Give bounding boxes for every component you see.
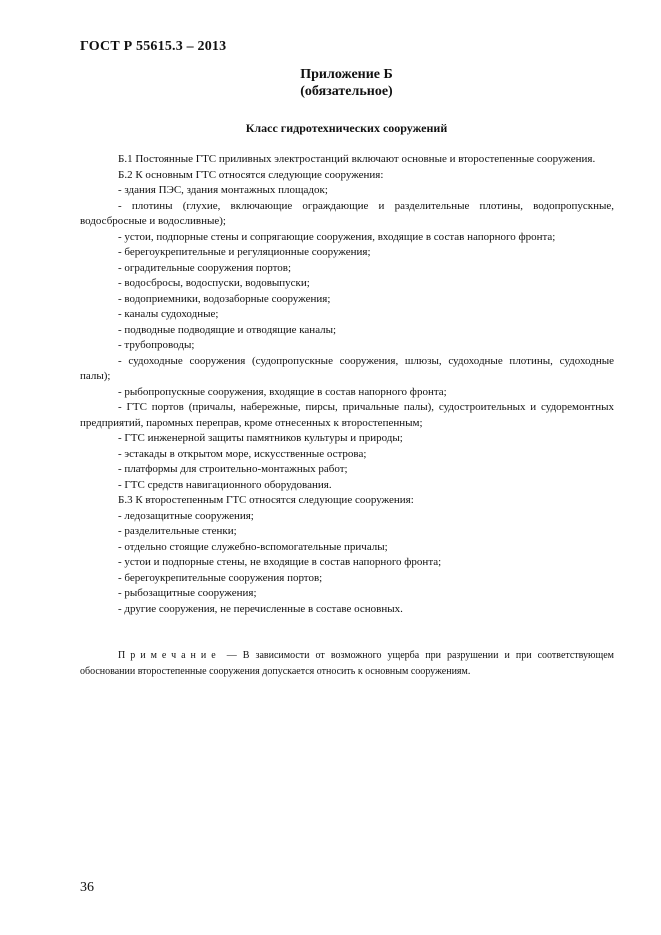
appendix-heading: [0, 66, 661, 100]
paragraph: Б.1 Постоянные ГТС приливных электростанций включают основные и второстепенные сооружения.: [118, 153, 596, 165]
document-code-header: ГОСТ Р 55615.3 – 2013: [80, 39, 227, 54]
list-item: - рыбозащитные сооружения;: [118, 587, 257, 599]
list-item: - оградительные сооружения портов;: [118, 261, 292, 274]
list-item: - водосбросы, водоспуски, водовыпуски;: [118, 277, 310, 289]
list-item: - плотины (глухие, включающие ограждающие и разделительные плотины, водопропускные, водосбросные и водосливные);: [80, 199, 614, 227]
list-item: - рыбопропускные сооружения, входящие в состав напорного фронта;: [118, 385, 447, 398]
list-item: - устои и подпорные стены, не входящие в состав напорного фронта;: [118, 556, 442, 568]
paragraph: Б.2 К основным ГТС относятся следующие сооружения:: [118, 168, 384, 181]
list-item: - ГТС средств навигационного оборудования.: [118, 478, 332, 491]
page-number: 36: [80, 880, 94, 895]
list-item: - судоходные сооружения (судопропускные сооружения, шлюзы, судоходные плотины, судоходные палы);: [80, 354, 614, 382]
list-item: - подводные подводящие и отводящие каналы;: [118, 323, 337, 336]
list-item: - ГТС инженерной защиты памятников культуры и природы;: [118, 432, 403, 444]
body-text: [80, 152, 614, 617]
list-item: - здания ПЭС, здания монтажных площадок;: [118, 184, 328, 196]
list-item: - берегоукрепительные сооружения портов;: [118, 571, 323, 584]
section-title: Класс гидротехнических сооружений: [245, 121, 448, 135]
list-item: - отдельно стоящие служебно-вспомогательные причалы;: [118, 540, 388, 553]
appendix-title: Приложение Б: [300, 67, 393, 82]
paragraph: Б.3 К второстепенным ГТС относятся следующие сооружения:: [118, 494, 414, 506]
list-item: - ГТС портов (причалы, набережные, пирсы, причальные палы), судостроительных и судоремонтных предприятий, паромных переправ, кроме отнесенных к второстепенным;: [80, 401, 614, 429]
list-item: - трубопроводы;: [118, 339, 195, 351]
appendix-status: (обязательное): [300, 84, 393, 99]
list-item: - ледозащитные сооружения;: [118, 509, 254, 522]
note-label: Примечание: [118, 650, 221, 661]
list-item: - платформы для строительно-монтажных работ;: [118, 463, 348, 475]
list-item: - разделительные стенки;: [118, 525, 237, 537]
list-item: - берегоукрепительные и регуляционные сооружения;: [118, 246, 371, 258]
note: [80, 648, 614, 680]
note-text: — В зависимости от возможного ущерба при разрушении и при соответствующем обосновании второстепенные сооружения допускается относить к основным сооружениям.: [80, 650, 614, 677]
list-item: - устои, подпорные стены и сопрягающие сооружения, входящие в состав напорного фронта;: [118, 230, 556, 243]
list-item: - другие сооружения, не перечисленные в составе основных.: [118, 602, 403, 615]
list-item: - каналы судоходные;: [118, 308, 219, 320]
list-item: - водоприемники, водозаборные сооружения;: [118, 292, 331, 305]
list-item: - эстакады в открытом море, искусственные острова;: [118, 447, 367, 460]
